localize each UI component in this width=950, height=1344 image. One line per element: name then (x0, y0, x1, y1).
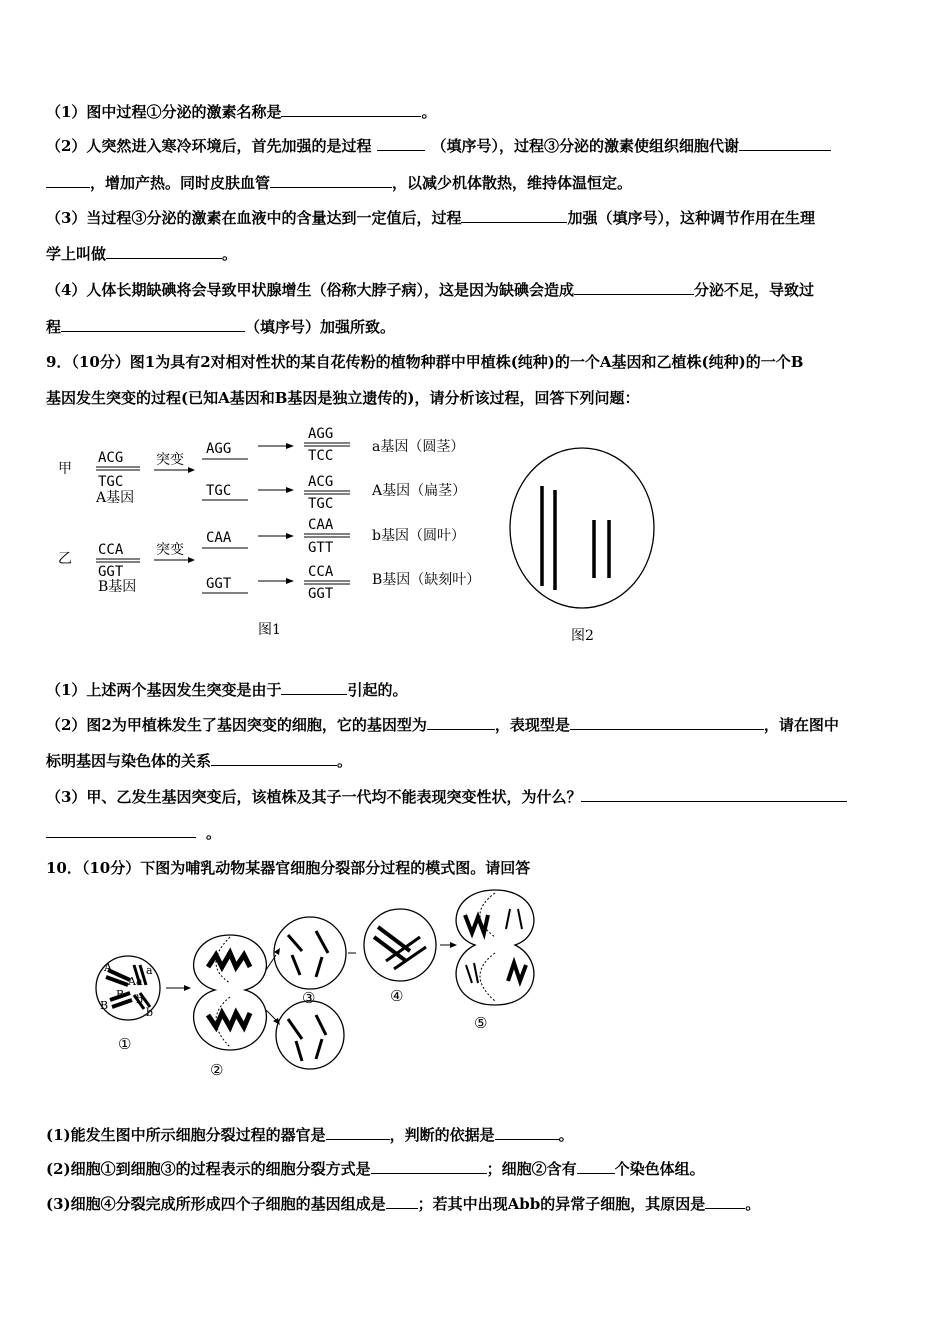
answer-blank[interactable] (427, 715, 495, 730)
label-yi: 乙 (58, 551, 72, 567)
mutant-strand-2: TGC (206, 483, 232, 499)
answer-blank[interactable] (326, 1125, 390, 1140)
svg-text:B: B (116, 988, 125, 1001)
label-cell-2: ② (210, 1061, 224, 1079)
gene-B-name: B基因 (98, 579, 137, 595)
label-cell-3: ③ (302, 989, 316, 1007)
cell-4-lower (276, 1001, 344, 1069)
q9-sub2: （2）图2为甲植株发生了基因突变的细胞，它的基因型为 ，表现型是 ，请在图中 (46, 716, 839, 734)
answer-blank[interactable] (211, 751, 337, 766)
figure-1-gene-mutation (46, 418, 506, 648)
label-cell-5: ⑤ (474, 1014, 488, 1032)
answer-blank[interactable] (106, 244, 222, 259)
gene-A-top: ACG (98, 450, 124, 466)
gene-B-bottom: GGT (98, 564, 124, 580)
answer-blank[interactable] (281, 680, 347, 695)
q9-stem-line1: 9．（10分）图1为具有2对相对性状的某自花传粉的植物种群中甲植株(纯种)的一个A基因和乙植株(纯种)的一个B (46, 353, 804, 371)
result-1-bottom: TCC (308, 448, 334, 464)
label-jia: 甲 (58, 461, 72, 477)
result-4-name: B基因（缺刻叶） (372, 572, 481, 588)
result-4-top: CCA (308, 564, 334, 580)
q8-part4-cont: 程 （填序号）加强所致。 (46, 318, 396, 336)
q8-part3-cont: 学上叫做 。 (46, 245, 238, 263)
svg-text:Aa: Aa (128, 975, 143, 988)
result-1-top: AGG (308, 426, 334, 442)
mutation-label-yi: 突变 (156, 542, 184, 558)
q10-sub2: (2)细胞①到细胞③的过程表示的细胞分裂方式是 ；细胞②含有 个染色体组。 (46, 1160, 705, 1178)
answer-blank[interactable] (46, 173, 90, 188)
result-3-bottom: GTT (308, 540, 334, 556)
answer-blank[interactable] (377, 136, 425, 151)
answer-blank[interactable] (495, 1125, 559, 1140)
label-cell-4: ④ (390, 987, 404, 1005)
answer-blank[interactable] (574, 280, 694, 295)
answer-blank[interactable] (281, 102, 421, 117)
answer-blank[interactable] (61, 317, 245, 332)
mutant-strand-1: AGG (206, 441, 232, 457)
mutant-strand-3: CAA (206, 530, 232, 546)
figure-2-cell (505, 418, 665, 648)
cell-outline (510, 448, 654, 608)
gene-B-top: CCA (98, 542, 124, 558)
answer-blank[interactable] (705, 1194, 745, 1209)
result-3-top: CAA (308, 517, 334, 533)
result-1-name: a基因（圆茎） (372, 439, 465, 455)
q9-sub2-cont: 标明基因与染色体的关系 。 (46, 752, 353, 770)
q10-sub3: (3)细胞④分裂完成所形成四个子细胞的基因组成是 ；若其中出现Abb的异常子细胞，其原因是 。 (46, 1195, 761, 1213)
result-3-name: b基因（圆叶） (372, 528, 465, 544)
answer-blank[interactable] (570, 715, 764, 730)
cell-3 (274, 917, 346, 989)
answer-blank[interactable] (371, 1159, 487, 1174)
q10-stem: 10．（10分）下图为哺乳动物某器官细胞分裂部分过程的模式图。请回答 (46, 859, 531, 877)
svg-text:a: a (146, 964, 153, 977)
q9-sub1: （1）上述两个基因发生突变是由于 引起的。 (46, 681, 408, 699)
result-2-bottom: TGC (308, 496, 334, 512)
answer-blank[interactable] (581, 787, 847, 802)
answer-blank[interactable] (270, 173, 392, 188)
mutant-strand-4: GGT (206, 576, 232, 592)
result-2-name: A基因（扁茎） (372, 483, 467, 499)
q9-stem-line2: 基因发生突变的过程(已知A基因和B基因是独立遗传的)，请分析该过程，回答下列问题： (46, 389, 640, 407)
mutation-label-jia: 突变 (156, 452, 184, 468)
q8-part1: （1）图中过程①分泌的激素名称是 。 (46, 103, 437, 121)
gene-A-bottom: TGC (98, 474, 124, 490)
q8-part2-cont: ，增加产热。同时皮肤血管 ，以减少机体散热，维持体温恒定。 (46, 172, 632, 194)
q8-part3: （3）当过程③分泌的激素在血液中的含量达到一定值后，过程 加强（填序号），这种调节作用在生理 (46, 209, 815, 227)
answer-blank[interactable] (461, 208, 567, 223)
answer-blank[interactable] (577, 1159, 615, 1174)
result-2-top: ACG (308, 474, 334, 490)
figure-2-caption: 图2 (571, 628, 594, 644)
label-cell-1: ① (118, 1035, 132, 1053)
result-4-bottom: GGT (308, 586, 334, 602)
cell-5 (456, 890, 534, 1005)
q10-sub1: (1)能发生图中所示细胞分裂过程的器官是 ，判断的依据是 。 (46, 1126, 574, 1144)
figure-cell-division (90, 885, 550, 1085)
figure-1-caption: 图1 (258, 622, 281, 638)
svg-text:B: B (100, 999, 109, 1012)
q8-part2: （2）人突然进入寒冷环境后，首先加强的是过程 （填序号），过程③分泌的激素使组织细胞代谢 (46, 135, 831, 157)
q8-part4: （4）人体长期缺碘将会导致甲状腺增生（俗称大脖子病），这是因为缺碘会造成 分泌不足，导致过 (46, 281, 814, 299)
answer-blank[interactable] (386, 1194, 418, 1209)
svg-text:b: b (146, 1006, 154, 1019)
svg-text:A: A (104, 961, 112, 974)
answer-blank[interactable] (46, 823, 196, 838)
gene-A-name: A基因 (96, 490, 135, 506)
answer-blank[interactable] (739, 136, 831, 151)
svg-text:b: b (136, 993, 144, 1006)
q9-sub3-cont: 。 (46, 822, 221, 844)
q9-sub3: （3）甲、乙发生基因突变后，该植株及其子一代均不能表现突变性状，为什么？ (46, 786, 847, 808)
